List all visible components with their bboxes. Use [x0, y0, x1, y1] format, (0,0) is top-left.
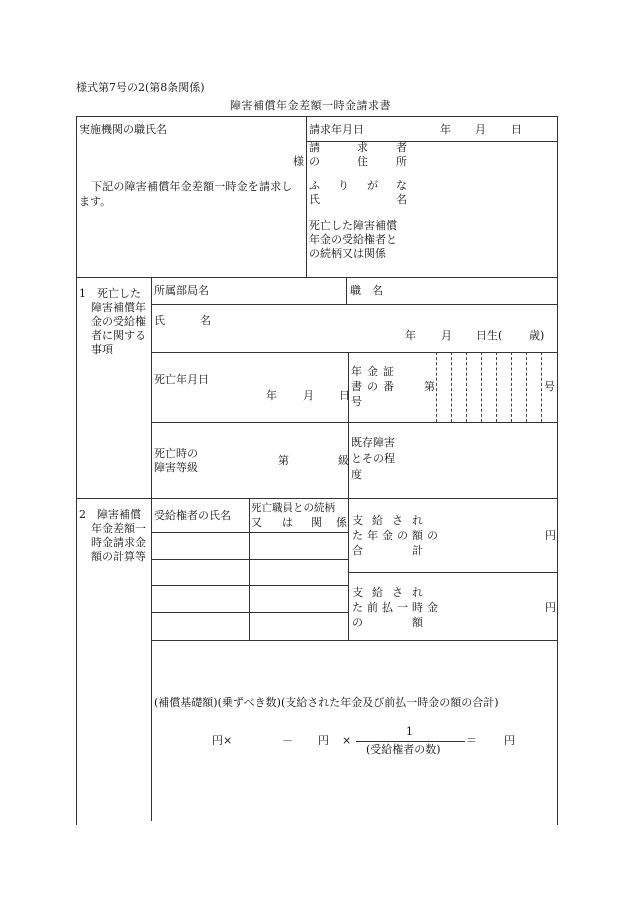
cert-number-label: 番 — [383, 380, 394, 393]
paid-lump-label: 支 — [352, 586, 363, 599]
death-date-label: 死亡年月日 — [154, 373, 209, 386]
paid-lump-label: 額 — [412, 616, 423, 629]
paid-pension-label: 計 — [412, 544, 423, 557]
relation-label: 年金の受給権者と — [309, 233, 397, 246]
paid-lump-label: れ — [412, 586, 423, 599]
existing-disability-label: 度 — [351, 468, 362, 481]
section1-heading: 1 死亡した — [79, 287, 141, 300]
section1-heading: 者に関する — [91, 329, 146, 342]
paid-pension-label: 給 — [372, 514, 383, 527]
formula-numerator: 1 — [406, 725, 413, 738]
grade-label: 障害等級 — [154, 461, 198, 474]
institution-label: 実施機関の職氏名 — [79, 123, 167, 136]
paid-lump-label: さ — [392, 586, 403, 599]
cert-dai: 第 — [424, 380, 435, 393]
col-relation: 又 — [251, 516, 262, 529]
section2-heading: 時金請求金 — [91, 536, 146, 549]
formula-times: × — [342, 734, 352, 747]
paid-pension-label: 合 — [352, 544, 363, 557]
formula-minus: － — [282, 734, 293, 747]
cert-number-label: 号 — [351, 395, 362, 408]
department-label: 所属部局名 — [154, 284, 209, 297]
paid-pension-label: 年 — [367, 529, 378, 542]
paid-pension-yen: 円 — [545, 529, 556, 542]
relation-label: の続柄又は関係 — [309, 247, 386, 260]
existing-disability-label: とその程 — [351, 452, 395, 465]
age-label: 歳) — [529, 329, 545, 342]
cert-number-label: 証 — [383, 365, 394, 378]
request-date-year: 年 — [440, 123, 451, 136]
birth-day-label: 日生( — [476, 329, 503, 342]
paid-lump-label: 一 — [397, 601, 408, 614]
formula-denominator: (受給権者の数) — [366, 743, 441, 756]
existing-disability-label: 既存障害 — [351, 436, 395, 449]
paid-lump-label: 前 — [367, 601, 378, 614]
furigana-label: り — [338, 179, 349, 192]
claimant-label: 者 — [396, 141, 407, 154]
death-day: 日 — [339, 389, 350, 402]
paid-lump-yen: 円 — [545, 601, 556, 614]
section1-heading: 金の受給権 — [91, 315, 146, 328]
grade-dai: 第 — [278, 454, 289, 467]
section2-heading: 2 障害補償 — [79, 508, 141, 521]
paid-lump-label: 金 — [427, 601, 438, 614]
page-title: 障害補償年金差額一時金請求書 — [230, 99, 391, 112]
paid-pension-label: 支 — [352, 514, 363, 527]
section2-heading: 年金差額一 — [91, 522, 146, 535]
cert-number-label: 金 — [367, 365, 378, 378]
deceased-name-label: 氏 — [154, 314, 165, 327]
cert-number-label: の — [367, 380, 378, 393]
paid-lump-label: の — [352, 616, 363, 629]
cert-number-label: 年 — [351, 365, 362, 378]
claimant-label: 請 — [309, 141, 320, 154]
paid-pension-label: れ — [412, 514, 423, 527]
col-relation: 死亡職員との続柄 — [251, 502, 335, 514]
col-beneficiary-name: 受給権者の氏名 — [154, 509, 231, 522]
form-number: 様式第7号の2(第8条関係) — [76, 81, 205, 94]
section2-heading: 額の計算等 — [91, 550, 146, 563]
formula-result-yen: 円 — [504, 734, 515, 747]
formula-equals: ＝ — [466, 734, 477, 747]
address-label: 所 — [396, 155, 407, 168]
col-relation: は — [282, 516, 293, 529]
cert-go: 号 — [544, 380, 555, 393]
section1-heading: 事項 — [91, 343, 113, 356]
request-date-month: 月 — [475, 123, 486, 136]
formula-paid-yen: 円 — [318, 734, 329, 747]
furigana-label: ふ — [309, 179, 320, 192]
paid-pension-label: の — [427, 529, 438, 542]
col-relation: 関 — [311, 516, 322, 529]
col-relation: 係 — [336, 516, 347, 529]
name-label: 名 — [396, 193, 407, 206]
death-month: 月 — [303, 389, 314, 402]
claimant-label: 求 — [357, 141, 368, 154]
furigana-label: な — [396, 179, 407, 192]
death-year: 年 — [266, 389, 277, 402]
request-text-line2: ます。 — [79, 195, 112, 208]
address-label: 住 — [357, 155, 368, 168]
formula-base-yen: 円× — [212, 734, 233, 747]
sama-honorific: 様 — [293, 155, 304, 168]
section1-heading: 障害補償年 — [91, 301, 146, 314]
birth-month: 月 — [441, 329, 452, 342]
paid-lump-label: た — [352, 601, 363, 614]
grade-label: 死亡時の — [154, 447, 198, 460]
cert-number-label: 書 — [351, 380, 362, 393]
request-text-line1: 下記の障害補償年金差額一時金を請求し — [91, 180, 293, 193]
paid-pension-label: さ — [392, 514, 403, 527]
formula-labels: (補償基礎額)(乗ずべき数)(支給された年金及び前払一時金の額の合計) — [154, 696, 499, 709]
request-date-label: 請求年月日 — [309, 123, 364, 136]
relation-label: 死亡した障害補償 — [309, 219, 397, 232]
post-label: 職 名 — [350, 284, 383, 297]
paid-pension-label: た — [352, 529, 363, 542]
furigana-label: が — [367, 179, 378, 192]
request-date-day: 日 — [511, 123, 522, 136]
paid-lump-label: 給 — [372, 586, 383, 599]
grade-kyu: 級 — [338, 454, 349, 467]
deceased-name-label: 名 — [200, 314, 211, 327]
address-label: の — [309, 155, 320, 168]
paid-pension-label: 金 — [382, 529, 393, 542]
name-label: 氏 — [309, 193, 320, 206]
birth-year: 年 — [405, 329, 416, 342]
paid-lump-label: 時 — [412, 601, 423, 614]
paid-lump-label: 払 — [382, 601, 393, 614]
paid-pension-label: 額 — [412, 529, 423, 542]
paid-pension-label: の — [397, 529, 408, 542]
